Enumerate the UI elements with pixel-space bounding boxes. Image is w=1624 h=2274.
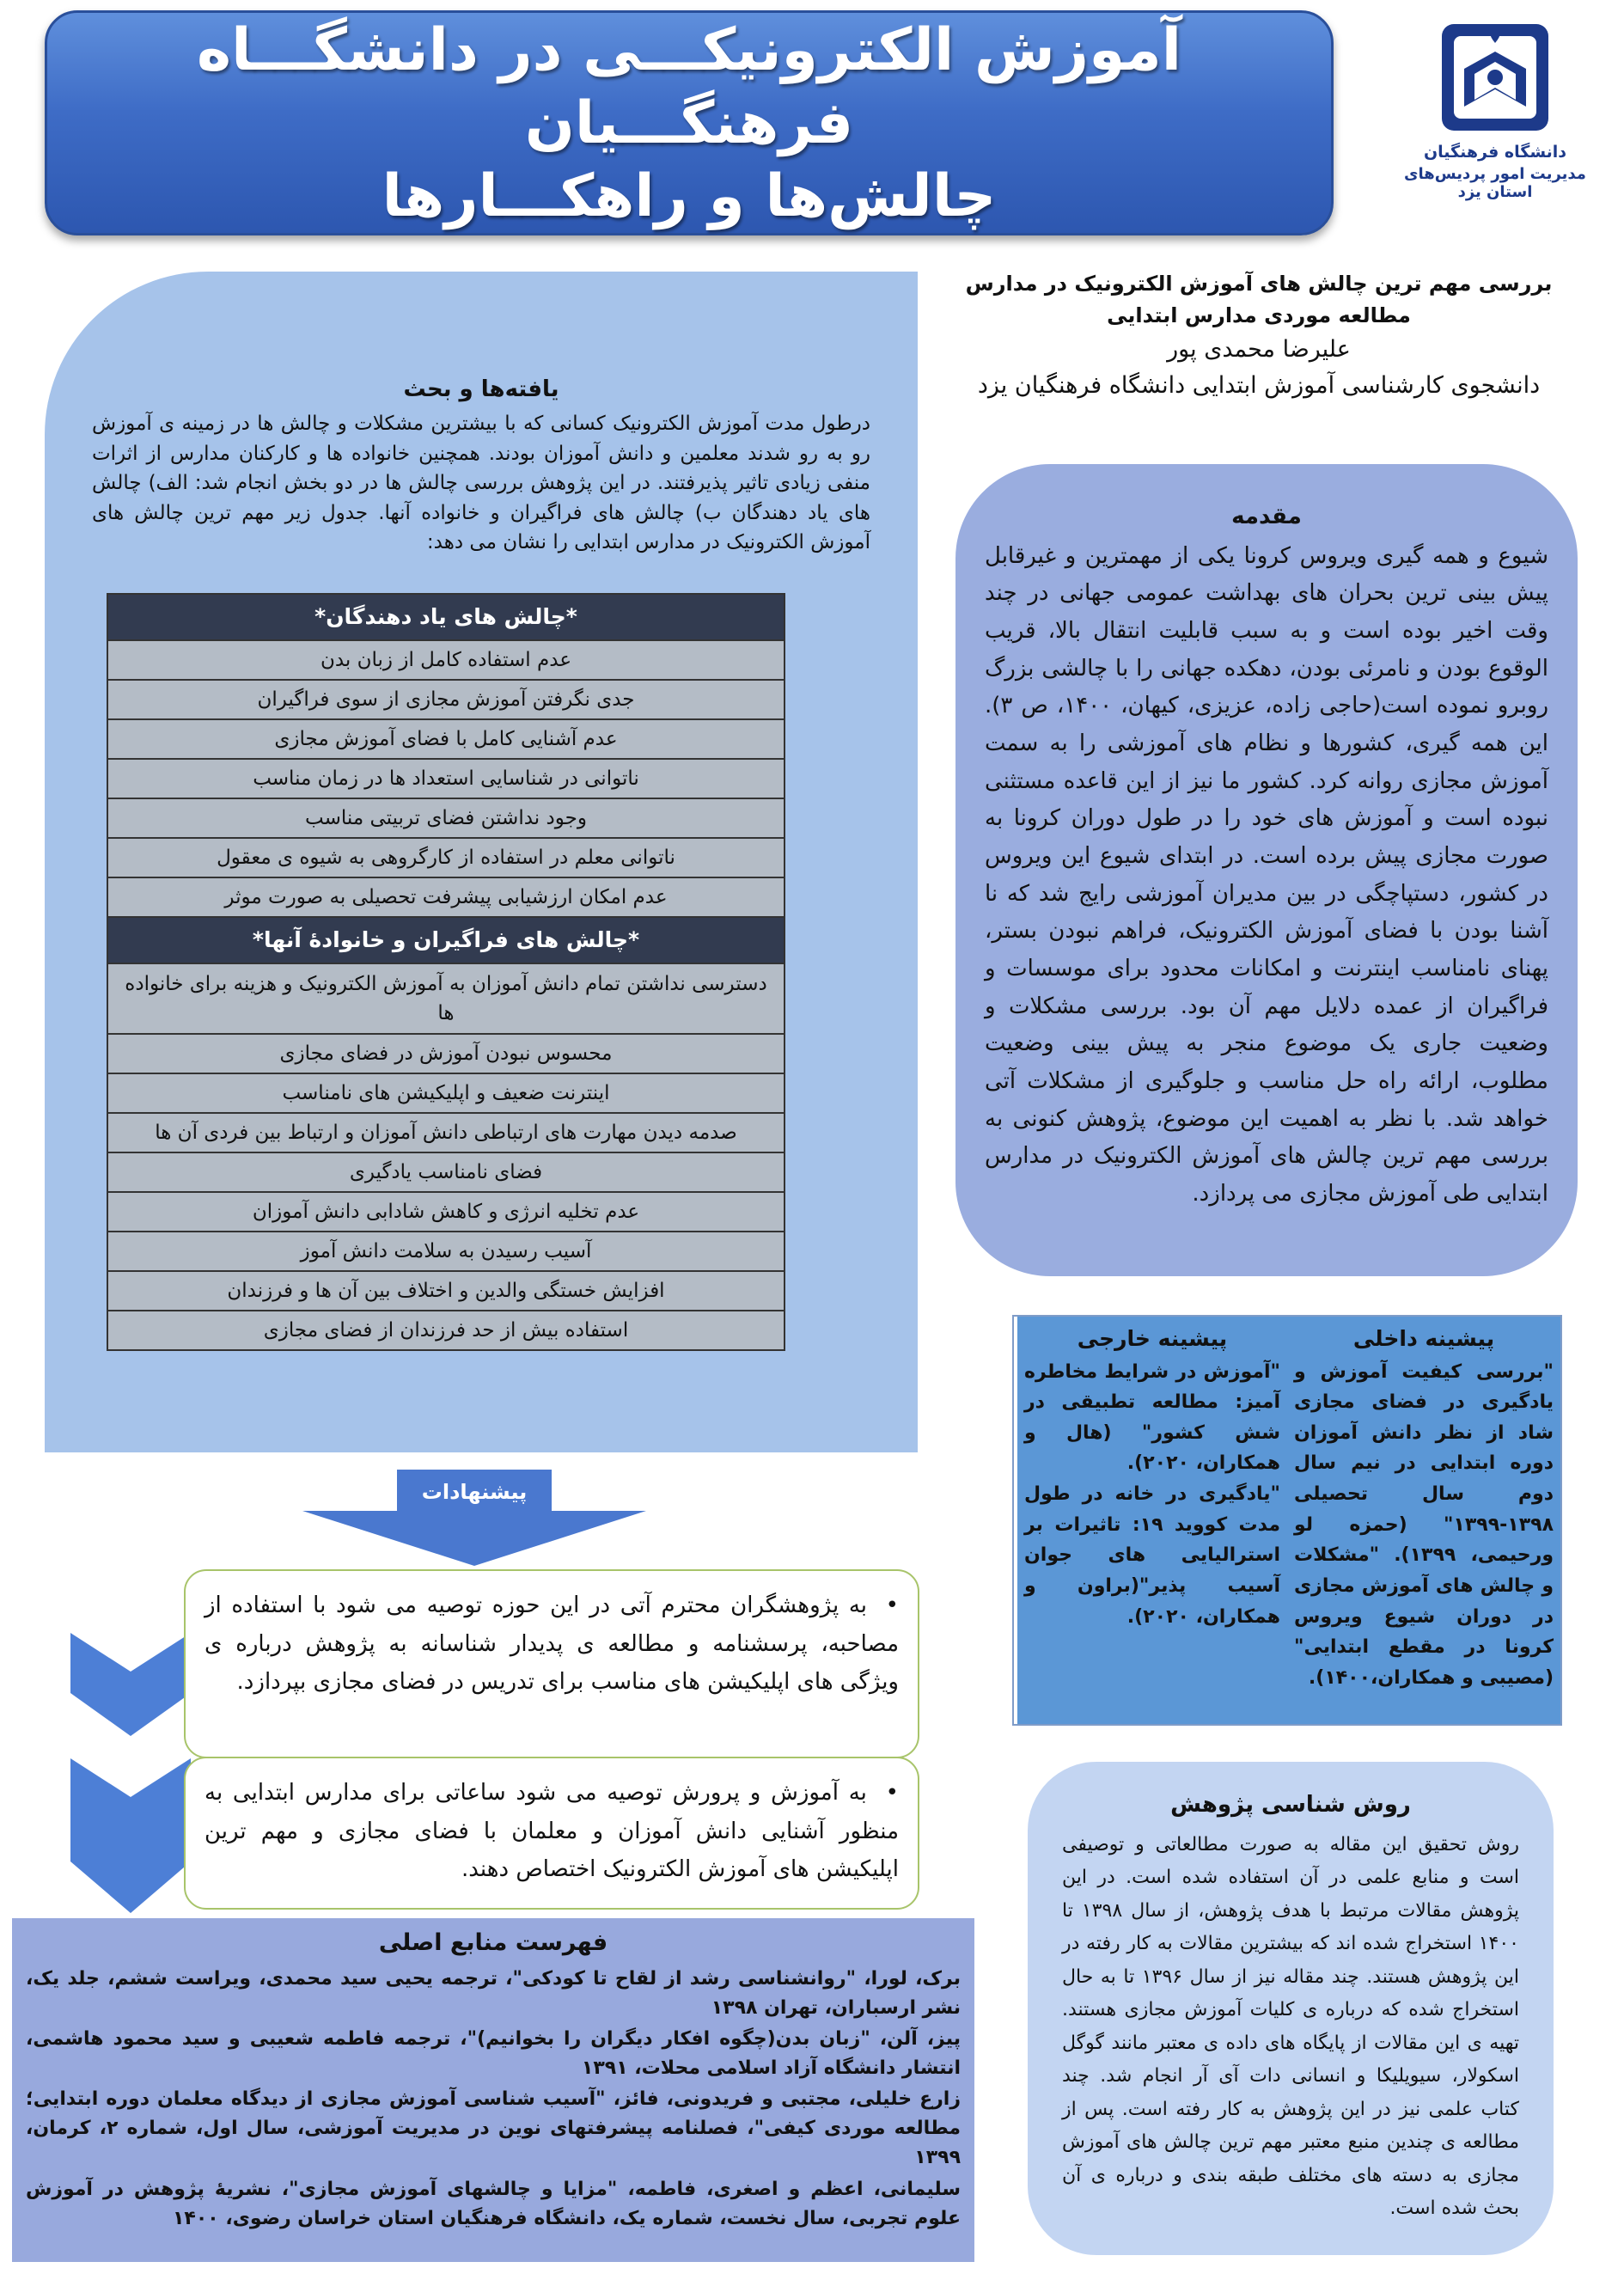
table-cell: وجود نداشتن فضای تربیتی مناسب: [107, 798, 785, 838]
intro-heading: مقدمه: [1231, 504, 1302, 529]
table-cell: افزایش خستگی والدین و اختلاف بین آن ها و فرزندان: [107, 1271, 785, 1311]
teachers-challenges-header: *چالش های یاد دهندگان*: [107, 594, 785, 640]
learners-challenges-header: *چالش های فراگیران و خانوادهٔ آنها*: [107, 917, 785, 963]
suggestions-label: پیشنهادات: [421, 1480, 528, 1504]
table-cell: ناتوانی معلم در استفاده از کارگروهی به شیوه ی معقول: [107, 838, 785, 877]
chevron-down-icon: [70, 1758, 191, 1913]
table-row: [107, 1311, 785, 1350]
logo-university-name: دانشگاه فرهنگیان: [1423, 143, 1567, 162]
table-cell: فضای نامناسب یادگیری: [107, 1152, 785, 1192]
paper-info: [954, 268, 1564, 419]
table-row: [107, 798, 785, 838]
bullet-icon: •: [885, 1592, 900, 1618]
table-row: [107, 759, 785, 798]
university-logo: [1392, 17, 1598, 215]
table-cell: جدی نگرفتن آموزش مجازی از سوی فراگیران: [107, 680, 785, 719]
table-cell: عدم آشنایی کامل با فضای آموزش مجازی: [107, 719, 785, 759]
table-row: [107, 1113, 785, 1152]
suggestion-card: [184, 1569, 919, 1758]
table-row: [107, 719, 785, 759]
reference-item: برک، لورا، "روانشناسی رشد از لقاح تا کودکی"، ترجمه یحیی سید محمدی، ویراست ششم، جلد یک، نشر ارسباران، تهران ۱۳۹۸: [26, 1967, 961, 2019]
table-cell: دسترسی نداشتن تمام دانش آموزان به آموزش الکترونیک و هزینه برای خانواده ها: [107, 963, 785, 1034]
table-row: [107, 1271, 785, 1311]
table-cell: استفاده بیش از حد فرزندان از فضای مجازی: [107, 1311, 785, 1350]
reference-item: سلیمانی، اعظم و اصغری، فاطمه، "مزایا و چالشهای آموزش مجازی"، نشریهٔ پژوهش در آموزش علوم تجربی، سال نخست، شماره یک، دانشگاه فرهنگیان استان خراسان رضوی، ۱۴۰۰: [26, 2178, 961, 2229]
reference-item: زارع خلیلی، مجتبی و فریدونی، فائز، "آسیب شناسی آموزش مجازی از دیدگاه معلمان دوره ابتدایی؛ مطالعه موردی کیفی"، فصلنامه پیشرفتهای نوین در مدیریت آموزشی، سال اول، شماره ۲، کرمان، ۱۳۹۹: [26, 2088, 961, 2169]
table-row: [107, 640, 785, 680]
intro-section: [955, 464, 1578, 1276]
challenges-table: [107, 593, 785, 1351]
internal-background-body: "بررسی کیفیت آموزش و یادگیری در فضای مجازی شاد از نظر دانش آموزان دوره ابتدایی در نیم سال دوم سال تحصیلی ۱۳۹۸-۱۳۹۹" (حمزه لو ورحیمی، ۱۳۹۹). "مشکلات و چالش های آموزش مجازی در دوران شیوع ویروس کرونا در مقطع ابتدایی" (مصیبی و همکاران،۱۴۰۰).: [1294, 1360, 1554, 1689]
table-header-row: [107, 594, 785, 640]
logo-department-name: مدیریت امور پردیس‌های استان یزد: [1404, 165, 1586, 201]
suggestion-card: [184, 1757, 919, 1910]
table-row: [107, 1192, 785, 1232]
table-header-row: [107, 917, 785, 963]
findings-heading: یافته‌ها و بحث: [403, 376, 559, 402]
bullet-icon: •: [885, 1780, 899, 1806]
paper-affiliation: دانشجوی کارشناسی آموزش ابتدایی دانشگاه فرهنگیان یزد: [977, 372, 1541, 400]
external-background-body-1: "آموزش در شرایط مخاطره آمیز: مطالعه تطبیقی در شش کشور" (هال و همکاران، ۲۰۲۰).: [1024, 1360, 1280, 1475]
paper-author: علیرضا محمدی پور: [1167, 336, 1351, 364]
background-section: [1012, 1315, 1562, 1726]
internal-background-heading: پیشینه داخلی: [1352, 1326, 1495, 1351]
page-title-line1: آموزش الکترونیکـــی در دانشگـــاه فرهنگـــیان: [196, 15, 1182, 157]
page-title-line2: چالش‌ها و راهکـــارها: [382, 162, 997, 230]
methodology-section: [1028, 1762, 1554, 2255]
reference-item: پیز، آلن، "زبان بدن(چگوه افکار دیگران را بخوانیم)"، ترجمه فاطمه شعیبی و سید محمود هاشمی، انتشار دانشگاه آزاد اسلامی محلات، ۱۳۹۱: [26, 2028, 961, 2080]
table-cell: عدم استفاده کامل از زبان بدن: [107, 640, 785, 680]
table-cell: آسیب رسیدن به سلامت دانش آموز: [107, 1232, 785, 1271]
table-cell: ناتوانی در شناسایی استعداد ها در زمان مناسب: [107, 759, 785, 798]
external-background: [1014, 1317, 1287, 1724]
references-section: [12, 1918, 974, 2262]
methodology-heading: روش شناسی پژوهش: [1170, 1792, 1411, 1818]
table-row: [107, 1073, 785, 1113]
table-cell: عدم امکان ارزشیابی پیشرفت تحصیلی به صورت موثر: [107, 877, 785, 917]
title-banner: [45, 10, 1334, 235]
findings-body: درطول مدت آموزش الکترونیک کسانی که با بیشترین مشکلات و چالش ها در زمینه ی آموزش رو به رو شدند معلمین و دانش آموزان بودند. همچنین خانواده ها و کارکنان مدارس از اثرات منفی زیادی تاثیر پذیرفتند. در این پژوهش بررسی چالش ها در دو بخش انجام شد: الف) چالش های یاد دهندگان ب) چالش های فراگیران و خانواده آنها. جدول زیر مهم ترین چالش های آموزش الکترونیک در مدارس ابتدایی را نشان می دهد:: [92, 413, 870, 553]
table-row: [107, 1034, 785, 1073]
methodology-body: روش تحقیق این مقاله به صورت مطالعاتی و توصیفی است و منابع علمی در آن استفاده شده است. در این پژوهش مقالات مرتبط با هدف پژوهش، از سال ۱۳۹۸ تا ۱۴۰۰ استخراج شده اند که بیشترین مقالات به کار رفته در این پژوهش هستند. چند مقاله نیز از سال ۱۳۹۶ تا به حال استخراج شده که درباره ی کلیات آموزش مجازی هستند. تهیه ی این مقالات از پایگاه های داده ی معتبر مانند گوگل اسکولار، سیویلیکا و انسانی دات آی آر انجام شد. چند کتاب علمی نیز در این پژوهش به کار رفته است. پس از مطالعه ی چندین منبع معتبر مهم ترین چالش های آموزش مجازی به دسته های مختلف طبقه بندی و درباره ی آن بحث شده است.: [1062, 1833, 1519, 2219]
suggestion-text: به پژوهشگران محترم آتی در این حوزه توصیه می شود با استفاده از مصاحبه، پرسشنامه و مطالعه ی پدیدار شناسانه به پژوهش درباره ی ویژگی های اپلیکیشن های مناسب برای تدریس در فضای مجازی بپردازد.: [205, 1592, 899, 1696]
internal-background: [1287, 1317, 1560, 1724]
suggestion-text: به آموزش و پرورش توصیه می شود ساعاتی برای مدارس ابتدایی به منظور آشنایی دانش آموزان و معلمان با فضای مجازی و مهم ترین اپلیکیشن های آموزش الکترونیک اختصاص دهند.: [205, 1780, 899, 1883]
paper-title-line2: مطالعه موردی مدارس ابتدایی: [1107, 303, 1411, 328]
external-background-body-2: "یادگیری در خانه در طول مدت کووید ۱۹: تاثیرات بر استرالیایی های جوان آسیب پذیر"(براون و همکاران، ۲۰۲۰).: [1024, 1483, 1280, 1628]
table-cell: عدم تخلیه انرژی و کاهش شادابی دانش آموزان: [107, 1192, 785, 1232]
table-cell: محسوس نبودن آموزش در فضای مجازی: [107, 1034, 785, 1073]
chevron-down-icon: [70, 1633, 191, 1736]
references-heading: فهرست منابع اصلی: [378, 1929, 608, 1956]
table-row: [107, 1232, 785, 1271]
table-row: [107, 680, 785, 719]
intro-body: شیوع و همه گیری ویروس کرونا یکی از مهمترین و غیرقابل پیش بینی ترین بحران های بهداشت عمومی جهانی در چند وقت اخیر بوده است و به سبب قابلیت انتقال بالا، قریب الوقوع بودن و نامرئی بودن، دهکده جهانی را با چالشی بزرگ روبرو نموده است(حاجی زاده، عزیزی، کیهان، ۱۴۰۰، ص ۳). این همه گیری، کشورها و نظام های آموزشی را به سمت آموزش مجازی روانه کرد. کشور ما نیز از این قاعده مستثنی نبوده است و آموزش های خود را در طول دوران کرونا به صورت مجازی پیش برده است. در ابتدای شیوع این ویروس در کشور، دستپاچگی در بین مدیران آموزشی رایج شد که نا آشنا بودن با فضای آموزش الکترونیک، فراهم نبودن بستر، پهنای نامناسب اینترنت و امکانات محدود برای موسسات و فراگیران از عمده دلایل مهم آن بود. بررسی مشکلات و وضعیت جاری یک موضوع منجر به پیش بینی وضعیت مطلوب، ارائه راه حل مناسب و جلوگیری از مشکلات آتی خواهد شد. با نظر به اهمیت این موضوع، پژوهش کنونی به بررسی مهم ترین چالش های آموزش الکترونیک در مدارس ابتدایی طی آموزش مجازی می پردازد.: [985, 542, 1548, 1207]
table-cell: اینترنت ضعیف و اپلیکیشن های نامناسب: [107, 1073, 785, 1113]
farhangian-logo-icon: [1435, 17, 1555, 138]
table-row: [107, 963, 785, 1034]
table-row: [107, 877, 785, 917]
table-cell: صدمه دیدن مهارت های ارتباطی دانش آموزان و ارتباط بین فردی آن ها: [107, 1113, 785, 1152]
table-row: [107, 1152, 785, 1192]
table-row: [107, 838, 785, 877]
paper-title-line1: بررسی مهم ترین چالش های آموزش الکترونیک در مدارس: [965, 272, 1553, 296]
external-background-heading: پیشینه خارجی: [1077, 1326, 1228, 1351]
